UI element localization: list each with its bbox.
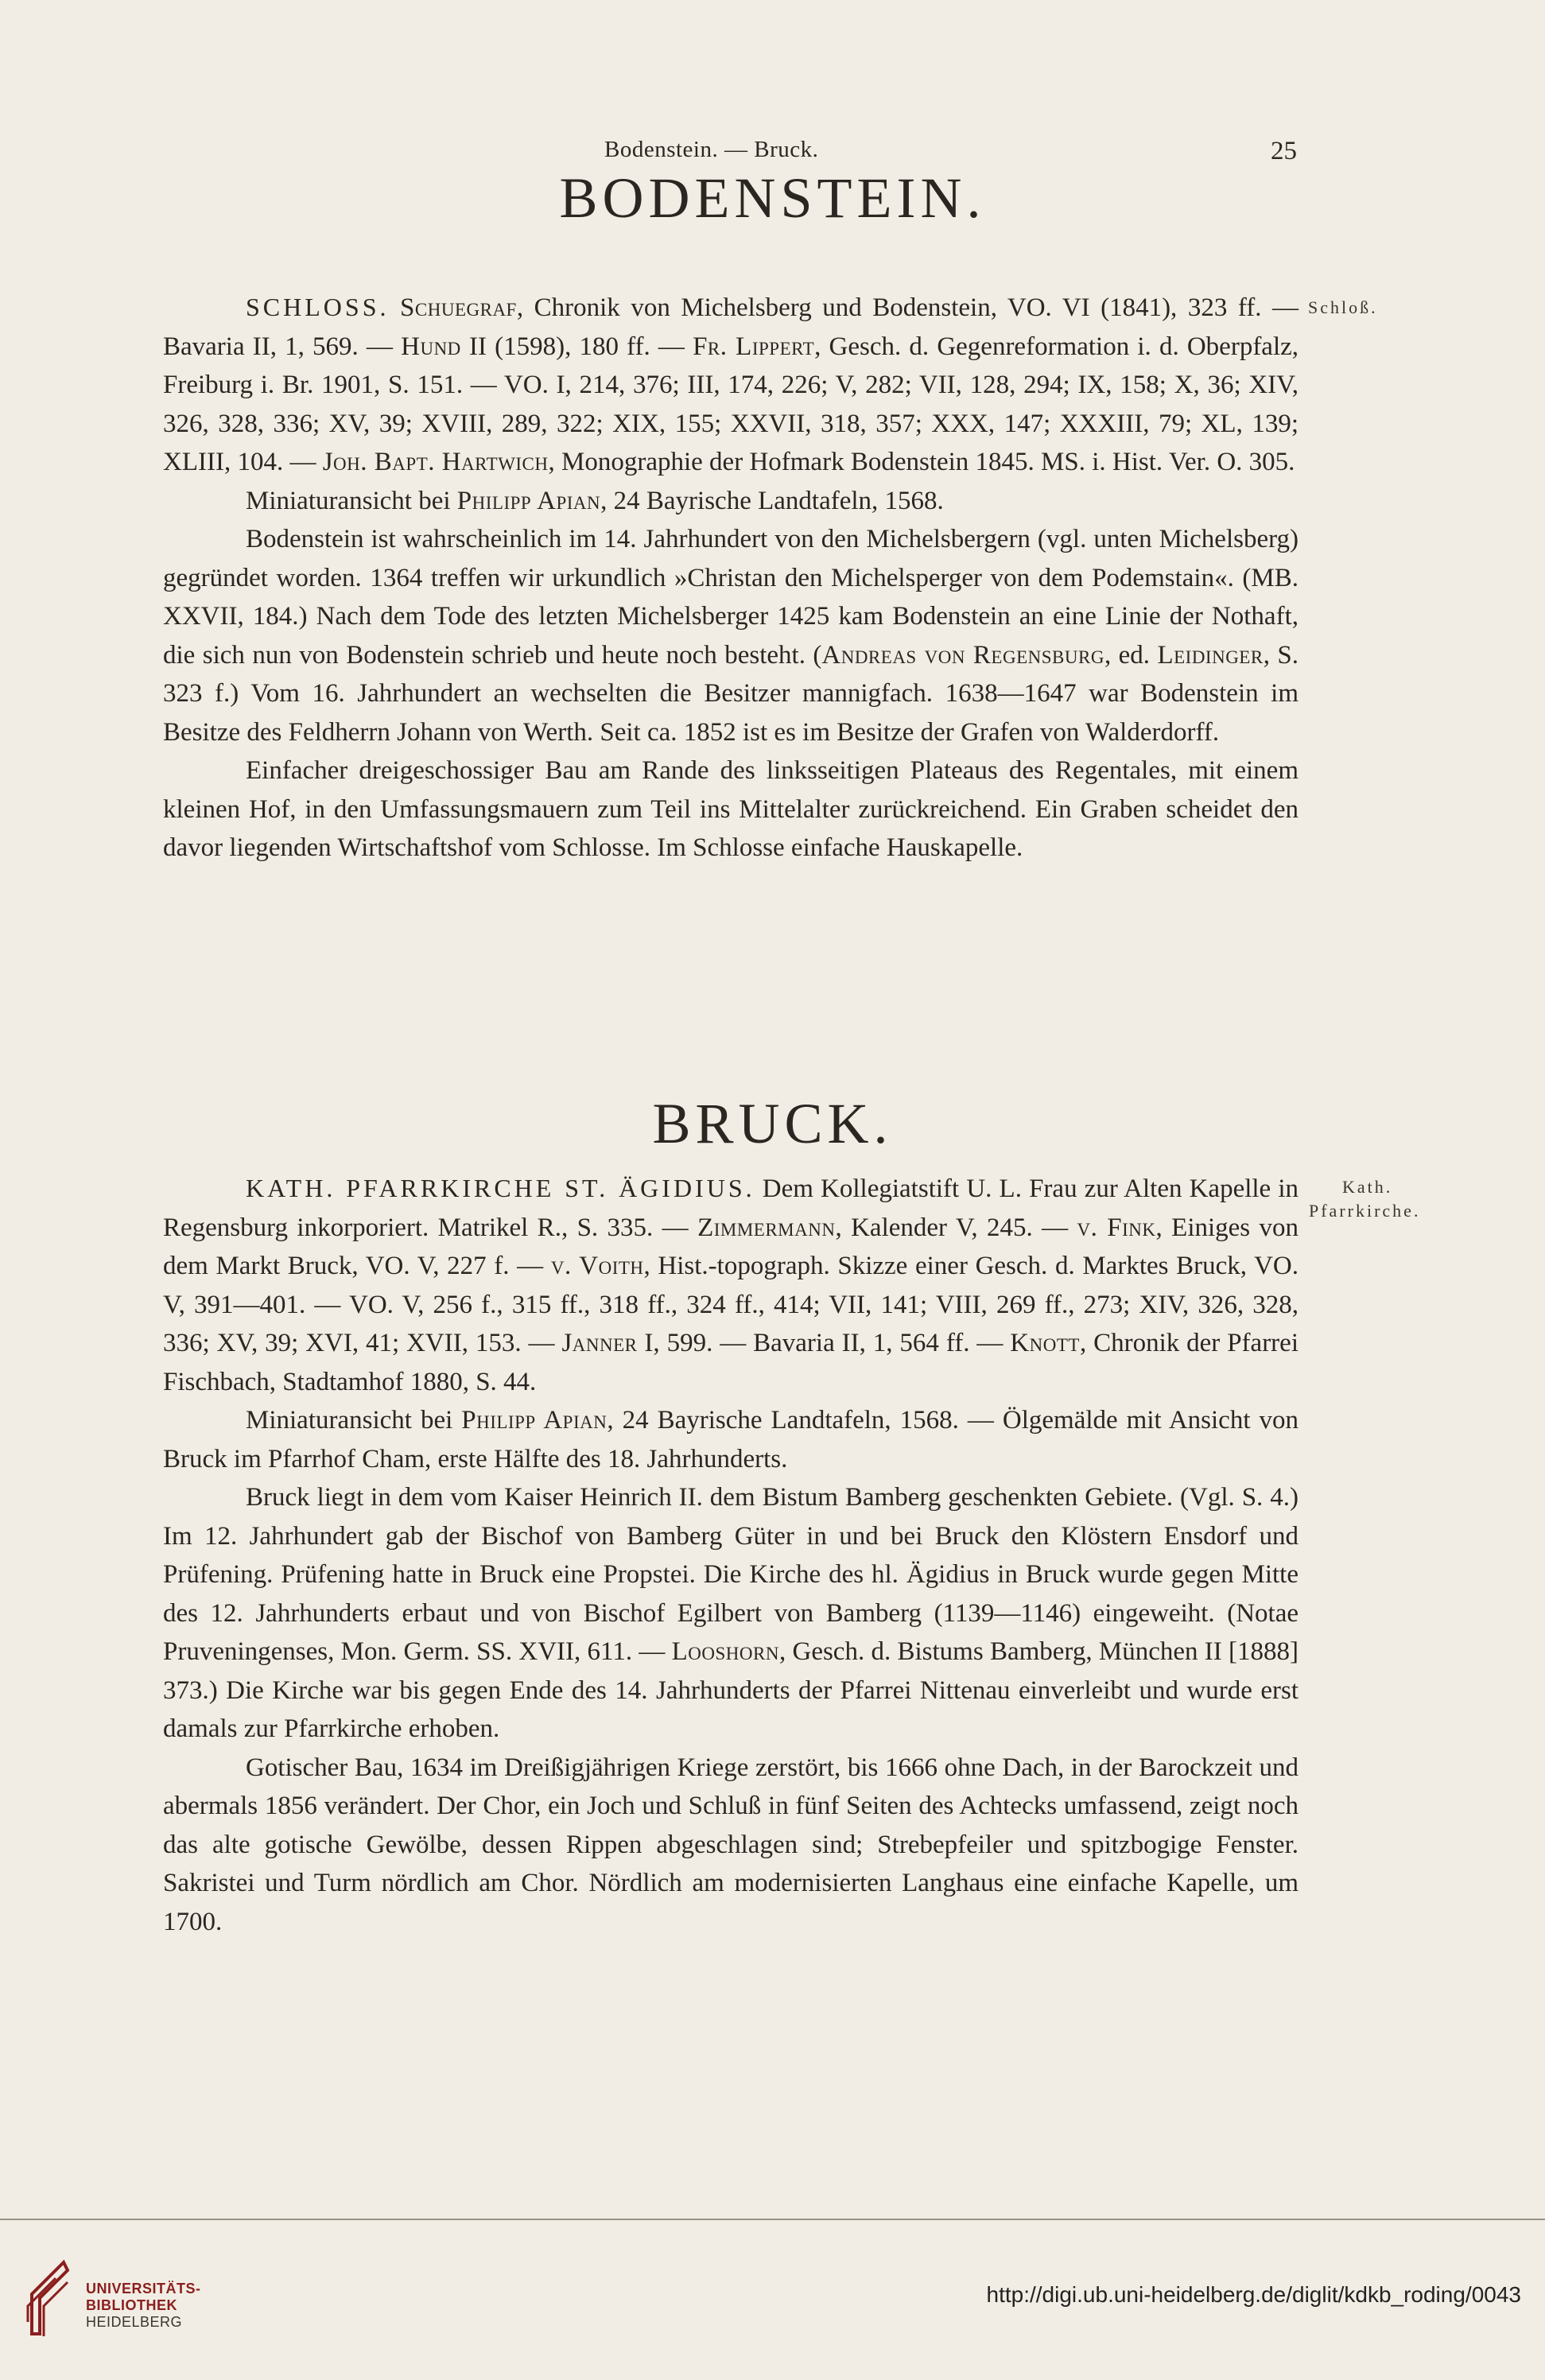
- bruck-paragraph-sources: [163, 1169, 1298, 1401]
- bruck-text: [163, 1169, 1298, 1941]
- margin-label-schloss: Schloß.: [1308, 297, 1378, 317]
- bodenstein-paragraph-miniature: Miniaturansicht bei Philipp Apian, 24 Bayrische Landtafeln, 1568.: [246, 486, 944, 515]
- lead-kath-pfarrkirche: KATH. PFARRKIRCHE ST. ÄGIDIUS.: [246, 1174, 755, 1202]
- library-logo-icon: [24, 2258, 72, 2338]
- bruck-paragraph-miniature: Miniaturansicht bei Philipp Apian, 24 Bayrische Landtafeln, 1568. — Ölgemälde mit Ansicht von Bruck im Pfarrhof Cham, erste Hälfte des 18. Jahrhunderts.: [163, 1406, 1298, 1473]
- footer-divider: [0, 2219, 1545, 2220]
- library-name: [86, 2281, 201, 2331]
- page-number: 25: [1271, 137, 1297, 165]
- bruck-sources-text: Dem Kollegiatstift U. L. Frau zur Alten Kapelle in Regensburg inkorporiert. Matrikel R., S. 335. — Zimmermann, Kalender V, 245. — v. Fink, Einiges von dem Markt Bruck, VO. V, 227 f. — v. Voith, Hist.-topograph. Skizze einer Gesch. d. Marktes Bruck, VO. V, 391—401. — VO. V, 256 f., 315 ff., 318 ff., 324 ff., 414; VII, 141; VIII, 269 ff., 273; XIV, 326, 328, 336; XV, 39; XVI, 41; XVII, 153. — Janner I, 599. — Bavaria II, 1, 564 ff. — Knott, Chronik der Pfarrei Fischbach, Stadtamhof 1880, S. 44.: [163, 1174, 1299, 1396]
- bodenstein-paragraph-building: Einfacher dreigeschossiger Bau am Rande des linksseitigen Plateaus des Regentales, mit einem kleinen Hof, in den Umfassungsmauern zum Teil ins Mittelalter zurückreichend. Ein Graben scheidet den davor liegenden Wirtschaftshof vom Schlosse. Im Schlosse einfache Hauskapelle.: [163, 756, 1298, 862]
- library-name-line1: UNIVERSITÄTS-: [86, 2281, 201, 2297]
- bruck-paragraph-history: Bruck liegt in dem vom Kaiser Heinrich II. dem Bistum Bamberg geschenkten Gebiete. (Vgl. S. 4.) Im 12. Jahrhundert gab der Bischof von Bamberg Güter in und bei Bruck den Klöstern Ensdorf und Prüfening. Prüfening hatte in Bruck eine Propstei. Die Kirche des hl. Ägidius in Bruck wurde gegen Mitte des 12. Jahrhunderts erbaut und von Bischof Egilbert von Bamberg (1139—1146) eingeweiht. (Notae Pruveningenses, Mon. Germ. SS. XVII, 611. — Looshorn, Gesch. d. Bistums Bamberg, München II [1888] 373.) Die Kirche war bis gegen Ende des 14. Jahrhunderts der Pfarrei Nittenau einverleibt und wurde erst damals zur Pfarrkirche erhoben.: [163, 1483, 1298, 1743]
- bodenstein-sources-text: Schuegraf, Chronik von Michelsberg und Bodenstein, VO. VI (1841), 323 ff. — Bavaria II, 1, 569. — Hund II (1598), 180 ff. — Fr. Lippert, Gesch. d. Gegenreformation i. d. Oberpfalz, Freiburg i. Br. 1901, S. 151. — VO. I, 214, 376; III, 174, 226; V, 282; VII, 128, 294; IX, 158; X, 36; XIV, 326, 328, 336; XV, 39; XVIII, 289, 322; XIX, 155; XXVII, 318, 357; XXX, 147; XXXIII, 79; XL, 139; XLIII, 104. — Joh. Bapt. Hartwich, Monographie der Hofmark Bodenstein 1845. MS. i. Hist. Ver. O. 305.: [163, 293, 1299, 476]
- bruck-paragraph-building: Gotischer Bau, 1634 im Dreißigjährigen Kriege zerstört, bis 1666 ohne Dach, in der Barockzeit und abermals 1856 verändert. Der Chor, ein Joch und Schluß in fünf Seiten des Achtecks umfassend, zeigt noch das alte gotische Gewölbe, dessen Rippen abgeschlagen sind; Strebepfeiler und spitzbogige Fenster. Sakristei und Turm nördlich am Chor. Nördlich am modernisierten Langhaus eine einfache Kapelle, um 1700.: [163, 1753, 1298, 1936]
- bodenstein-paragraph-history: Bodenstein ist wahrscheinlich im 14. Jahrhundert von den Michelsbergern (vgl. unten Michelsberg) gegründet worden. 1364 treffen wir urkundlich »Christan den Michelsperger von dem Podemstain«. (MB. XXVII, 184.) Nach dem Tode des letzten Michelsberger 1425 kam Bodenstein an eine Linie der Nothaft, die sich nun von Bodenstein schrieb und heute noch besteht. (Andreas von Regensburg, ed. Leidinger, S. 323 f.) Vom 16. Jahrhundert an wechselten die Besitzer mannigfach. 1638—1647 war Bodenstein im Besitze des Feldherrn Johann von Werth. Seit ca. 1852 ist es im Besitze der Grafen von Walderdorff.: [163, 525, 1298, 747]
- section-title-bodenstein: BODENSTEIN.: [559, 166, 986, 230]
- bodenstein-paragraph-sources: [163, 288, 1298, 482]
- running-title: Bodenstein. — Bruck.: [604, 137, 819, 162]
- section-title-bruck: BRUCK.: [652, 1092, 893, 1155]
- margin-label-pfarrkirche: Pfarrkirche.: [1309, 1201, 1421, 1221]
- lead-schloss: SCHLOSS.: [246, 293, 390, 321]
- library-name-line3: HEIDELBERG: [86, 2314, 183, 2330]
- bodenstein-text: [163, 288, 1298, 868]
- source-url-link[interactable]: http://digi.ub.uni-heidelberg.de/diglit/kdkb_roding/0043: [986, 2282, 1521, 2307]
- margin-label-kath: Kath.: [1342, 1177, 1393, 1197]
- library-name-line2: BIBLIOTHEK: [86, 2297, 177, 2313]
